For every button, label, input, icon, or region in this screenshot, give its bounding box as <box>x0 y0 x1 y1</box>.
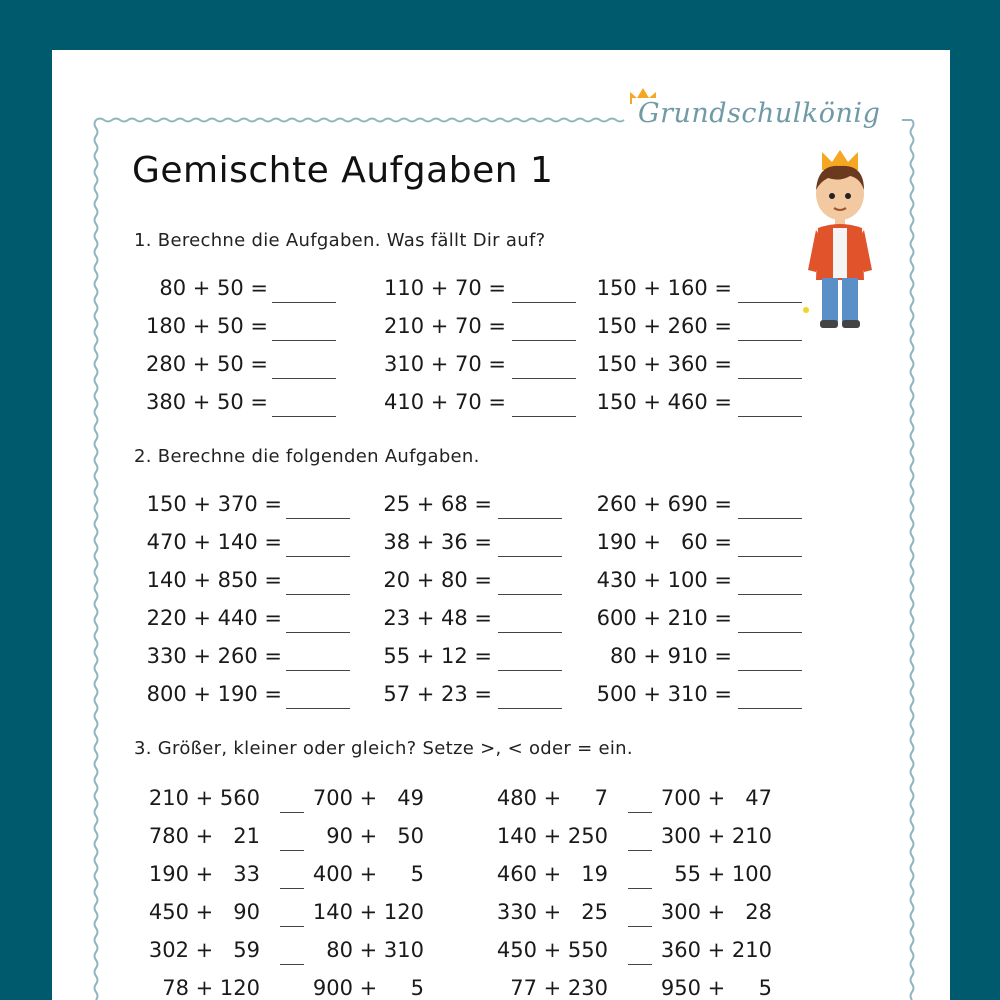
answer-blank[interactable] <box>286 670 350 671</box>
compare-term-left: 450 + 550 <box>496 938 608 962</box>
compare-blank[interactable] <box>280 926 304 927</box>
equation: 23 + 48 = <box>383 606 492 630</box>
answer-blank[interactable] <box>272 378 336 379</box>
compare-term-right: 300 + 210 <box>660 824 772 848</box>
compare-term-right: 950 + 5 <box>660 976 772 1000</box>
answer-blank[interactable] <box>738 378 802 379</box>
equation: 180 + 50 = <box>145 314 268 338</box>
equation: 20 + 80 = <box>383 568 492 592</box>
answer-blank[interactable] <box>738 708 802 709</box>
answer-blank[interactable] <box>498 632 562 633</box>
compare-blank[interactable] <box>280 964 304 965</box>
answer-blank[interactable] <box>498 594 562 595</box>
equation: 260 + 690 = <box>596 492 732 516</box>
equation: 110 + 70 = <box>383 276 506 300</box>
compare-term-right: 360 + 210 <box>660 938 772 962</box>
compare-term-right: 80 + 310 <box>326 938 424 962</box>
answer-blank[interactable] <box>738 416 802 417</box>
compare-term-right: 140 + 120 <box>312 900 424 924</box>
answer-blank[interactable] <box>512 302 576 303</box>
equation: 25 + 68 = <box>383 492 492 516</box>
compare-term-left: 210 + 560 <box>148 786 260 810</box>
equation: 210 + 70 = <box>383 314 506 338</box>
answer-blank[interactable] <box>738 340 802 341</box>
equation: 150 + 360 = <box>596 352 732 376</box>
answer-blank[interactable] <box>738 556 802 557</box>
compare-term-left: 302 + 59 <box>148 938 260 962</box>
answer-blank[interactable] <box>272 302 336 303</box>
equation: 150 + 160 = <box>596 276 732 300</box>
equation: 220 + 440 = <box>146 606 282 630</box>
answer-blank[interactable] <box>512 378 576 379</box>
task3-heading: 3. Größer, kleiner oder gleich? Setze >, < oder = ein. <box>134 738 633 759</box>
answer-blank[interactable] <box>272 340 336 341</box>
compare-blank[interactable] <box>628 850 652 851</box>
compare-term-left: 140 + 250 <box>496 824 608 848</box>
equation: 280 + 50 = <box>145 352 268 376</box>
equation: 150 + 460 = <box>596 390 732 414</box>
equation: 600 + 210 = <box>596 606 732 630</box>
compare-blank[interactable] <box>628 812 652 813</box>
boy-illustration <box>800 150 880 330</box>
compare-term-left: 330 + 25 <box>496 900 608 924</box>
answer-blank[interactable] <box>272 416 336 417</box>
compare-blank[interactable] <box>280 812 304 813</box>
equation: 310 + 70 = <box>383 352 506 376</box>
equation: 80 + 50 = <box>159 276 268 300</box>
compare-term-right: 700 + 49 <box>312 786 424 810</box>
compare-blank[interactable] <box>628 888 652 889</box>
compare-term-left: 480 + 7 <box>496 786 608 810</box>
brand-logo: Grundschulkönig <box>632 98 886 129</box>
equation: 410 + 70 = <box>383 390 506 414</box>
compare-term-left: 780 + 21 <box>148 824 260 848</box>
equation: 470 + 140 = <box>146 530 282 554</box>
answer-blank[interactable] <box>738 518 802 519</box>
answer-blank[interactable] <box>738 632 802 633</box>
answer-blank[interactable] <box>498 670 562 671</box>
equation: 500 + 310 = <box>596 682 732 706</box>
compare-term-left: 450 + 90 <box>148 900 260 924</box>
equation: 80 + 910 = <box>609 644 732 668</box>
compare-term-left: 190 + 33 <box>148 862 260 886</box>
compare-term-right: 400 + 5 <box>312 862 424 886</box>
compare-term-left: 78 + 120 <box>162 976 260 1000</box>
answer-blank[interactable] <box>286 594 350 595</box>
answer-blank[interactable] <box>512 416 576 417</box>
equation: 140 + 850 = <box>146 568 282 592</box>
equation: 55 + 12 = <box>383 644 492 668</box>
equation: 57 + 23 = <box>383 682 492 706</box>
answer-blank[interactable] <box>512 340 576 341</box>
page-title: Gemischte Aufgaben 1 <box>132 150 554 191</box>
answer-blank[interactable] <box>286 556 350 557</box>
answer-blank[interactable] <box>738 302 802 303</box>
equation: 150 + 260 = <box>596 314 732 338</box>
equation: 430 + 100 = <box>596 568 732 592</box>
answer-blank[interactable] <box>286 632 350 633</box>
compare-term-right: 90 + 50 <box>326 824 424 848</box>
compare-blank[interactable] <box>280 888 304 889</box>
compare-blank[interactable] <box>280 850 304 851</box>
equation: 380 + 50 = <box>145 390 268 414</box>
equation: 190 + 60 = <box>596 530 732 554</box>
compare-term-right: 900 + 5 <box>312 976 424 1000</box>
answer-blank[interactable] <box>738 594 802 595</box>
equation: 38 + 36 = <box>383 530 492 554</box>
compare-term-left: 77 + 230 <box>510 976 608 1000</box>
answer-blank[interactable] <box>498 708 562 709</box>
equation: 800 + 190 = <box>146 682 282 706</box>
compare-blank[interactable] <box>628 926 652 927</box>
equation: 330 + 260 = <box>146 644 282 668</box>
answer-blank[interactable] <box>498 518 562 519</box>
answer-blank[interactable] <box>498 556 562 557</box>
compare-term-right: 700 + 47 <box>660 786 772 810</box>
compare-term-left: 460 + 19 <box>496 862 608 886</box>
worksheet <box>52 50 950 1000</box>
task2-heading: 2. Berechne die folgenden Aufgaben. <box>134 446 480 467</box>
equation: 150 + 370 = <box>146 492 282 516</box>
answer-blank[interactable] <box>738 670 802 671</box>
task1-heading: 1. Berechne die Aufgaben. Was fällt Dir auf? <box>134 230 546 251</box>
compare-term-right: 55 + 100 <box>674 862 772 886</box>
compare-term-right: 300 + 28 <box>660 900 772 924</box>
answer-blank[interactable] <box>286 708 350 709</box>
compare-blank[interactable] <box>628 964 652 965</box>
answer-blank[interactable] <box>286 518 350 519</box>
